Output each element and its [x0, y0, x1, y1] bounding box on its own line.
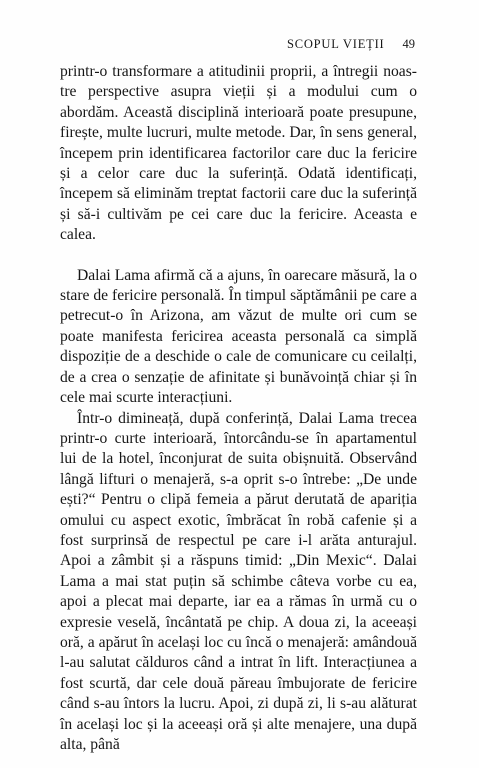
section-break	[60, 246, 417, 266]
paragraph-dalai-lama-happiness: Dalai Lama afirmă că a ajuns, în oarecare măsură, la o stare de fericire personală. În timpul săptămânii pe care a petrecut-o în Arizona, am văzut de multe ori cum se poate manifesta fericirea aceasta personală ca simplă dispoziție de a deschide o cale de comunicare cu ceilalți, de a crea o senzație de afinitate și bunăvoință chiar și în cele mai scurte interacțiuni.	[60, 266, 417, 407]
running-head: SCOPUL VIEȚII	[286, 37, 385, 51]
page-body	[60, 62, 417, 755]
page-number: 49	[402, 37, 415, 51]
paragraph-hotel-anecdote: Într-o dimineață, după conferință, Dalai Lama trecea printr-o curte interioară, întorcându-se în apartamentul lui de la hotel, înconjurat de suita obișnuită. Observând lângă lifturi o menajeră, s-a oprit s-o întrebe: „De unde ești?“ Pentru o clipă femeia a părut derutată de apariția omului cu aspect exotic, îmbrăcat în robă cafenie și a fost surprinsă de respectul pe care i-l arăta anturajul. Apoi a zâmbit și a răspuns timid: „Din Mexic“. Dalai Lama a mai stat puțin să schimbe câteva vorbe cu ea, apoi a plecat mai departe, iar ea a rămas în urmă cu o expresie veselă, încântată pe chip. A doua zi, la aceeași oră, a apărut în același loc cu încă o menajeră: amândouă l-au salutat călduros când a intrat în lift. Interacțiunea a fost scurtă, dar cele două păreau îmbujorate de fericire când s-au întors la lucru. Apoi, zi după zi, li s-au alăturat în același loc și la aceeași oră și alte menajere, una după alta, până	[60, 409, 417, 753]
paragraph-continuation: printr-o transformare a atitudinii proprii, a întregii noastre perspective asupra vieții și a modului cum o abordăm. Această disciplină interioară poate presupune, firește, multe lucruri, multe metode. Dar, în sens general, începem prin identificarea factorilor care duc la fericire și a celor care duc la suferință. Odată identificați, începem să eliminăm treptat factorii care duc la suferință și să-i cultivăm pe cei care duc la fericire. Aceasta e calea.	[60, 63, 417, 244]
page-header	[287, 37, 415, 52]
